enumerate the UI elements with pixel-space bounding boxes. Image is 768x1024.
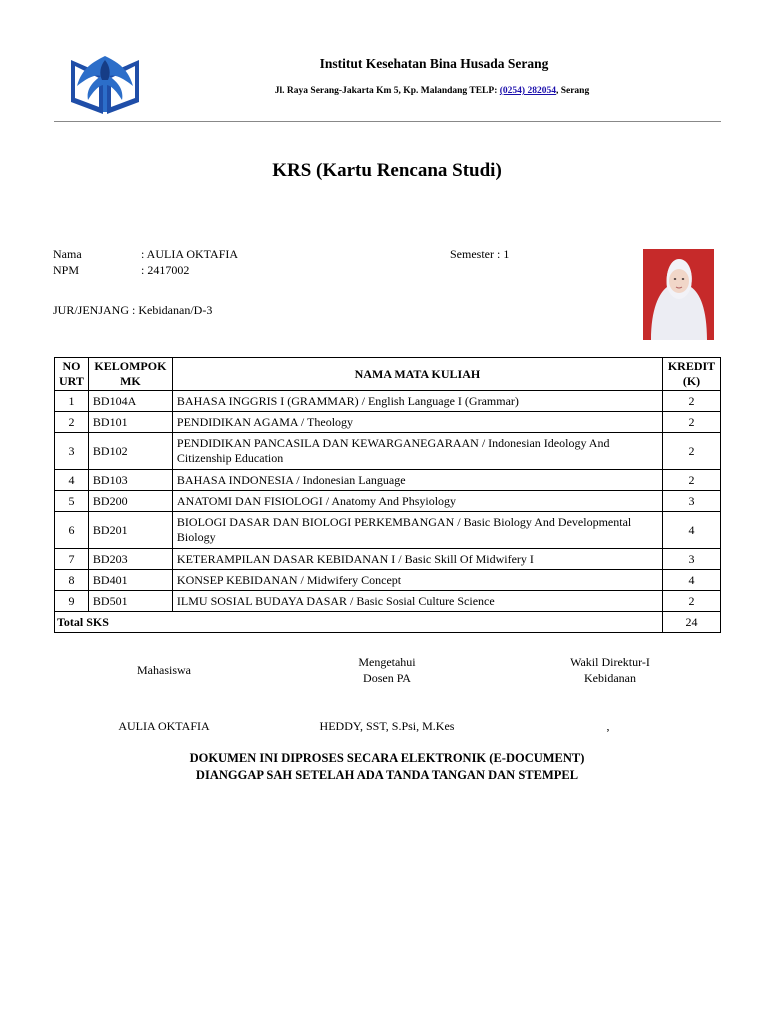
student-photo	[643, 249, 714, 340]
krs-table	[54, 357, 721, 633]
npm-value: : 2417002	[141, 263, 190, 277]
row-code: BD104A	[88, 391, 172, 412]
wakil-direktur-name: ,	[606, 719, 610, 733]
row-credit: 2	[663, 433, 721, 470]
row-no: 5	[55, 491, 89, 512]
address-suffix: , Serang	[555, 86, 590, 96]
row-no: 4	[55, 470, 89, 491]
mahasiswa-name: AULIA OKTAFIA	[118, 719, 210, 733]
row-credit: 2	[663, 391, 721, 412]
row-credit: 3	[663, 549, 721, 570]
row-no: 1	[55, 391, 89, 412]
row-no: 7	[55, 549, 89, 570]
header-no-urt: NO URT	[55, 358, 89, 391]
header-kredit: KREDIT (K)	[663, 358, 721, 391]
row-course-name: PENDIDIKAN AGAMA / Theology	[172, 412, 662, 433]
row-course-name: ILMU SOSIAL BUDAYA DASAR / Basic Sosial Culture Science	[172, 591, 662, 612]
total-row	[55, 612, 721, 633]
table-row	[55, 570, 721, 591]
row-code: BD201	[88, 512, 172, 549]
npm-label: NPM	[53, 263, 80, 277]
row-no: 9	[55, 591, 89, 612]
row-course-name: KETERAMPILAN DASAR KEBIDANAN I / Basic Skill Of Midwifery I	[172, 549, 662, 570]
row-code: BD501	[88, 591, 172, 612]
row-course-name: PENDIDIKAN PANCASILA DAN KEWARGANEGARAAN / Indonesian Ideology And Citizenship Education	[172, 433, 662, 470]
e-document-notice	[0, 750, 768, 784]
row-credit: 4	[663, 512, 721, 549]
row-code: BD102	[88, 433, 172, 470]
table-row	[55, 491, 721, 512]
wakil-direktur-label	[545, 654, 675, 686]
table-row	[55, 470, 721, 491]
row-course-name: BAHASA INGGRIS I (GRAMMAR) / English Language I (Grammar)	[172, 391, 662, 412]
row-credit: 2	[663, 591, 721, 612]
phone-link[interactable]: (0254) 282054	[499, 86, 556, 96]
total-sks-value: 24	[663, 612, 721, 633]
jurusan: JUR/JENJANG : Kebidanan/D-3	[53, 303, 213, 317]
wakil-label-line1: Wakil Direktur-I	[570, 655, 650, 669]
row-course-name: ANATOMI DAN FISIOLOGI / Anatomy And Phsyiology	[172, 491, 662, 512]
row-credit: 3	[663, 491, 721, 512]
row-code: BD200	[88, 491, 172, 512]
dosen-pa-name: HEDDY, SST, S.Psi, M.Kes	[319, 719, 455, 733]
row-code: BD103	[88, 470, 172, 491]
row-no: 3	[55, 433, 89, 470]
row-credit: 2	[663, 412, 721, 433]
document-title: KRS (Kartu Rencana Studi)	[272, 160, 502, 181]
table-row	[55, 591, 721, 612]
nama-value: : AULIA OKTAFIA	[141, 247, 239, 261]
row-credit: 2	[663, 470, 721, 491]
row-course-name: BAHASA INDONESIA / Indonesian Language	[172, 470, 662, 491]
table-header-row	[55, 358, 721, 391]
row-code: BD101	[88, 412, 172, 433]
table-row	[55, 412, 721, 433]
notice-line2: DIANGGAP SAH SETELAH ADA TANDA TANGAN DAN STEMPEL	[195, 768, 579, 782]
table-row	[55, 512, 721, 549]
table-row	[55, 391, 721, 412]
row-credit: 4	[663, 570, 721, 591]
notice-line1: DOKUMEN INI DIPROSES SECARA ELEKTRONIK (E-DOCUMENT)	[189, 751, 585, 765]
mahasiswa-label: Mahasiswa	[137, 663, 191, 677]
institution-address	[0, 86, 768, 96]
dosen-label-line1: Mengetahui	[358, 655, 416, 669]
header-nama-mata-kuliah: NAMA MATA KULIAH	[172, 358, 662, 391]
row-no: 8	[55, 570, 89, 591]
semester: Semester : 1	[450, 247, 510, 261]
dosen-label-line2: Dosen PA	[363, 671, 411, 685]
address-prefix: Jl. Raya Serang-Jakarta Km 5, Kp. Malandang TELP:	[274, 86, 500, 96]
row-code: BD401	[88, 570, 172, 591]
wakil-label-line2: Kebidanan	[584, 671, 636, 685]
row-code: BD203	[88, 549, 172, 570]
table-row	[55, 549, 721, 570]
row-course-name: BIOLOGI DASAR DAN BIOLOGI PERKEMBANGAN / Basic Biology And Developmental Biology	[172, 512, 662, 549]
header-kelompok: KELOMPOK MK	[88, 358, 172, 391]
row-course-name: KONSEP KEBIDANAN / Midwifery Concept	[172, 570, 662, 591]
row-no: 2	[55, 412, 89, 433]
table-row	[55, 433, 721, 470]
row-no: 6	[55, 512, 89, 549]
total-sks-label: Total SKS	[55, 612, 663, 633]
institution-name: Institut Kesehatan Bina Husada Serang	[319, 56, 549, 71]
nama-label: Nama	[53, 247, 82, 261]
header-divider	[54, 121, 721, 122]
dosen-pa-label	[327, 654, 447, 686]
